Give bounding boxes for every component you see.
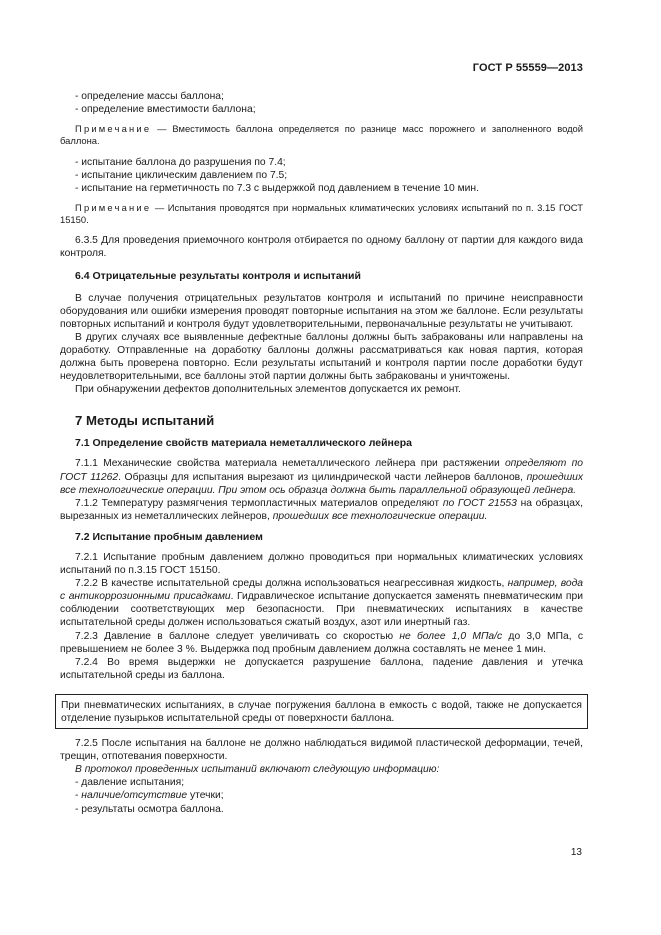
paragraph-7-1-2: 7.1.2 Температуру размягчения термопластичных материалов определяют по ГОСТ 21553 на образцах, вырезанных из неметаллических лейнеров, прошедших все технологические операции. [60,497,583,522]
paragraph-6-3-5: 6.3.5 Для проведения приемочного контроля отбирается по одному баллону от партии для каждого вида контроля. [60,235,583,260]
section-heading-7-2: 7.2 Испытание пробным давлением [75,530,263,543]
note-label: Примечание [75,201,152,213]
note-text: — Испытания проводятся при нормальных климатических условиях испытаний по п. 3.15 ГОСТ 15150. [60,201,583,226]
paragraph-7-2-5: 7.2.5 После испытания на баллоне не должно наблюдаться видимой пластической деформации, течей, трещин, отпотевания поверхности. [60,738,583,763]
section-heading-7-1: 7.1 Определение свойств материала неметаллического лейнера [75,437,412,450]
list-item: - испытание на герметичность по 7.3 с выдержкой под давлением в течение 10 мин. [75,182,479,194]
paragraph-7-1-1: 7.1.1 Механические свойства материала неметаллического лейнера при растяжении определяют по ГОСТ 11262. Образцы для испытания вырезают из цилиндрической части лейнеров баллонов, прошедших все технологические операции. При этом ось образца должна быть параллельной образующей лейнера. [60,458,583,496]
page-number: 13 [570,847,582,858]
list-item: - испытание циклическим давлением по 7.5; [75,169,288,181]
list-item: - давление испытания; [75,777,185,789]
paragraph-7-2-2: 7.2.2 В качестве испытательной среды должна использоваться неагрессивная жидкость, например, вода с антикоррозионными присадками. Гидравлическое испытание допускается заменять пневматическим при соблюдении соответствующих мер безопасности. При пневматических испытаниях в качестве испытательной среды должен использоваться сжатый воздух, азот или инертный газ. [60,578,583,629]
paragraph-7-2-3: 7.2.3 Давление в баллоне следует увеличивать со скоростью не более 1,0 МПа/с до 3,0 МПа, с превышением не более 3 %. Выдержка под пробным давлением должна составлять не менее 1 мин. [60,630,583,655]
paragraph: В случае получения отрицательных результатов контроля и испытаний по причине неисправности оборудования или ошибки измерения проводят повторные испытания на этом же баллоне. Если результаты повторных испытаний и контроля будут удовлетворительными, первоначальные результаты не учитывают. [60,292,583,330]
amendment-box [55,694,588,729]
list-item: - результаты осмотра баллона. [75,803,224,815]
section-heading-6-4: 6.4 Отрицательные результаты контроля и испытаний [75,270,361,283]
paragraph: При обнаружении дефектов дополнительных элементов допускается их ремонт. [75,384,461,396]
paragraph-7-2-1: 7.2.1 Испытание пробным давлением должно проводиться при нормальных климатических условиях испытаний по п.3.15 ГОСТ 15150. [60,551,583,577]
standard-header: ГОСТ Р 55559—2013 [472,62,583,74]
section-heading-7: 7 Методы испытаний [75,413,215,429]
note-text: — Вместимость баллона определяется по разнице масс порожнего и заполненного водой баллона. [60,123,583,147]
paragraph: В протокол проведенных испытаний включают следующую информацию: [75,764,440,776]
page-content [60,90,583,816]
list-item: - определение массы баллона; [75,91,224,102]
note-label: Примечание [75,123,152,135]
note [60,202,583,226]
list-item: - наличие/отсутствие утечки; [75,790,224,802]
list-item: - испытание баллона до разрушения по 7.4; [75,156,286,168]
boxed-text: При пневматических испытаниях, в случае погружения баллона в емкость с водой, также не допускается отделение пузырьков испытательной среды от поверхности баллона. [61,699,582,724]
list-item: - определение вместимости баллона; [75,104,256,116]
paragraph: В других случаях все выявленные дефектные баллоны должны быть забракованы или направлены на доработку. Отправленные на доработку баллоны должны рассматриваться как новая партия, которая должна быть проверена повторно. Если результаты испытаний и контроля партии после доработки будут неудовлетворительными, все баллоны этой партии должны быть забракованы и уничтожены. [60,331,583,383]
paragraph-7-2-4: 7.2.4 Во время выдержки не допускается разрушение баллона, падение давления и утечка испытательной среды из баллона. [60,656,583,681]
note [60,123,583,147]
